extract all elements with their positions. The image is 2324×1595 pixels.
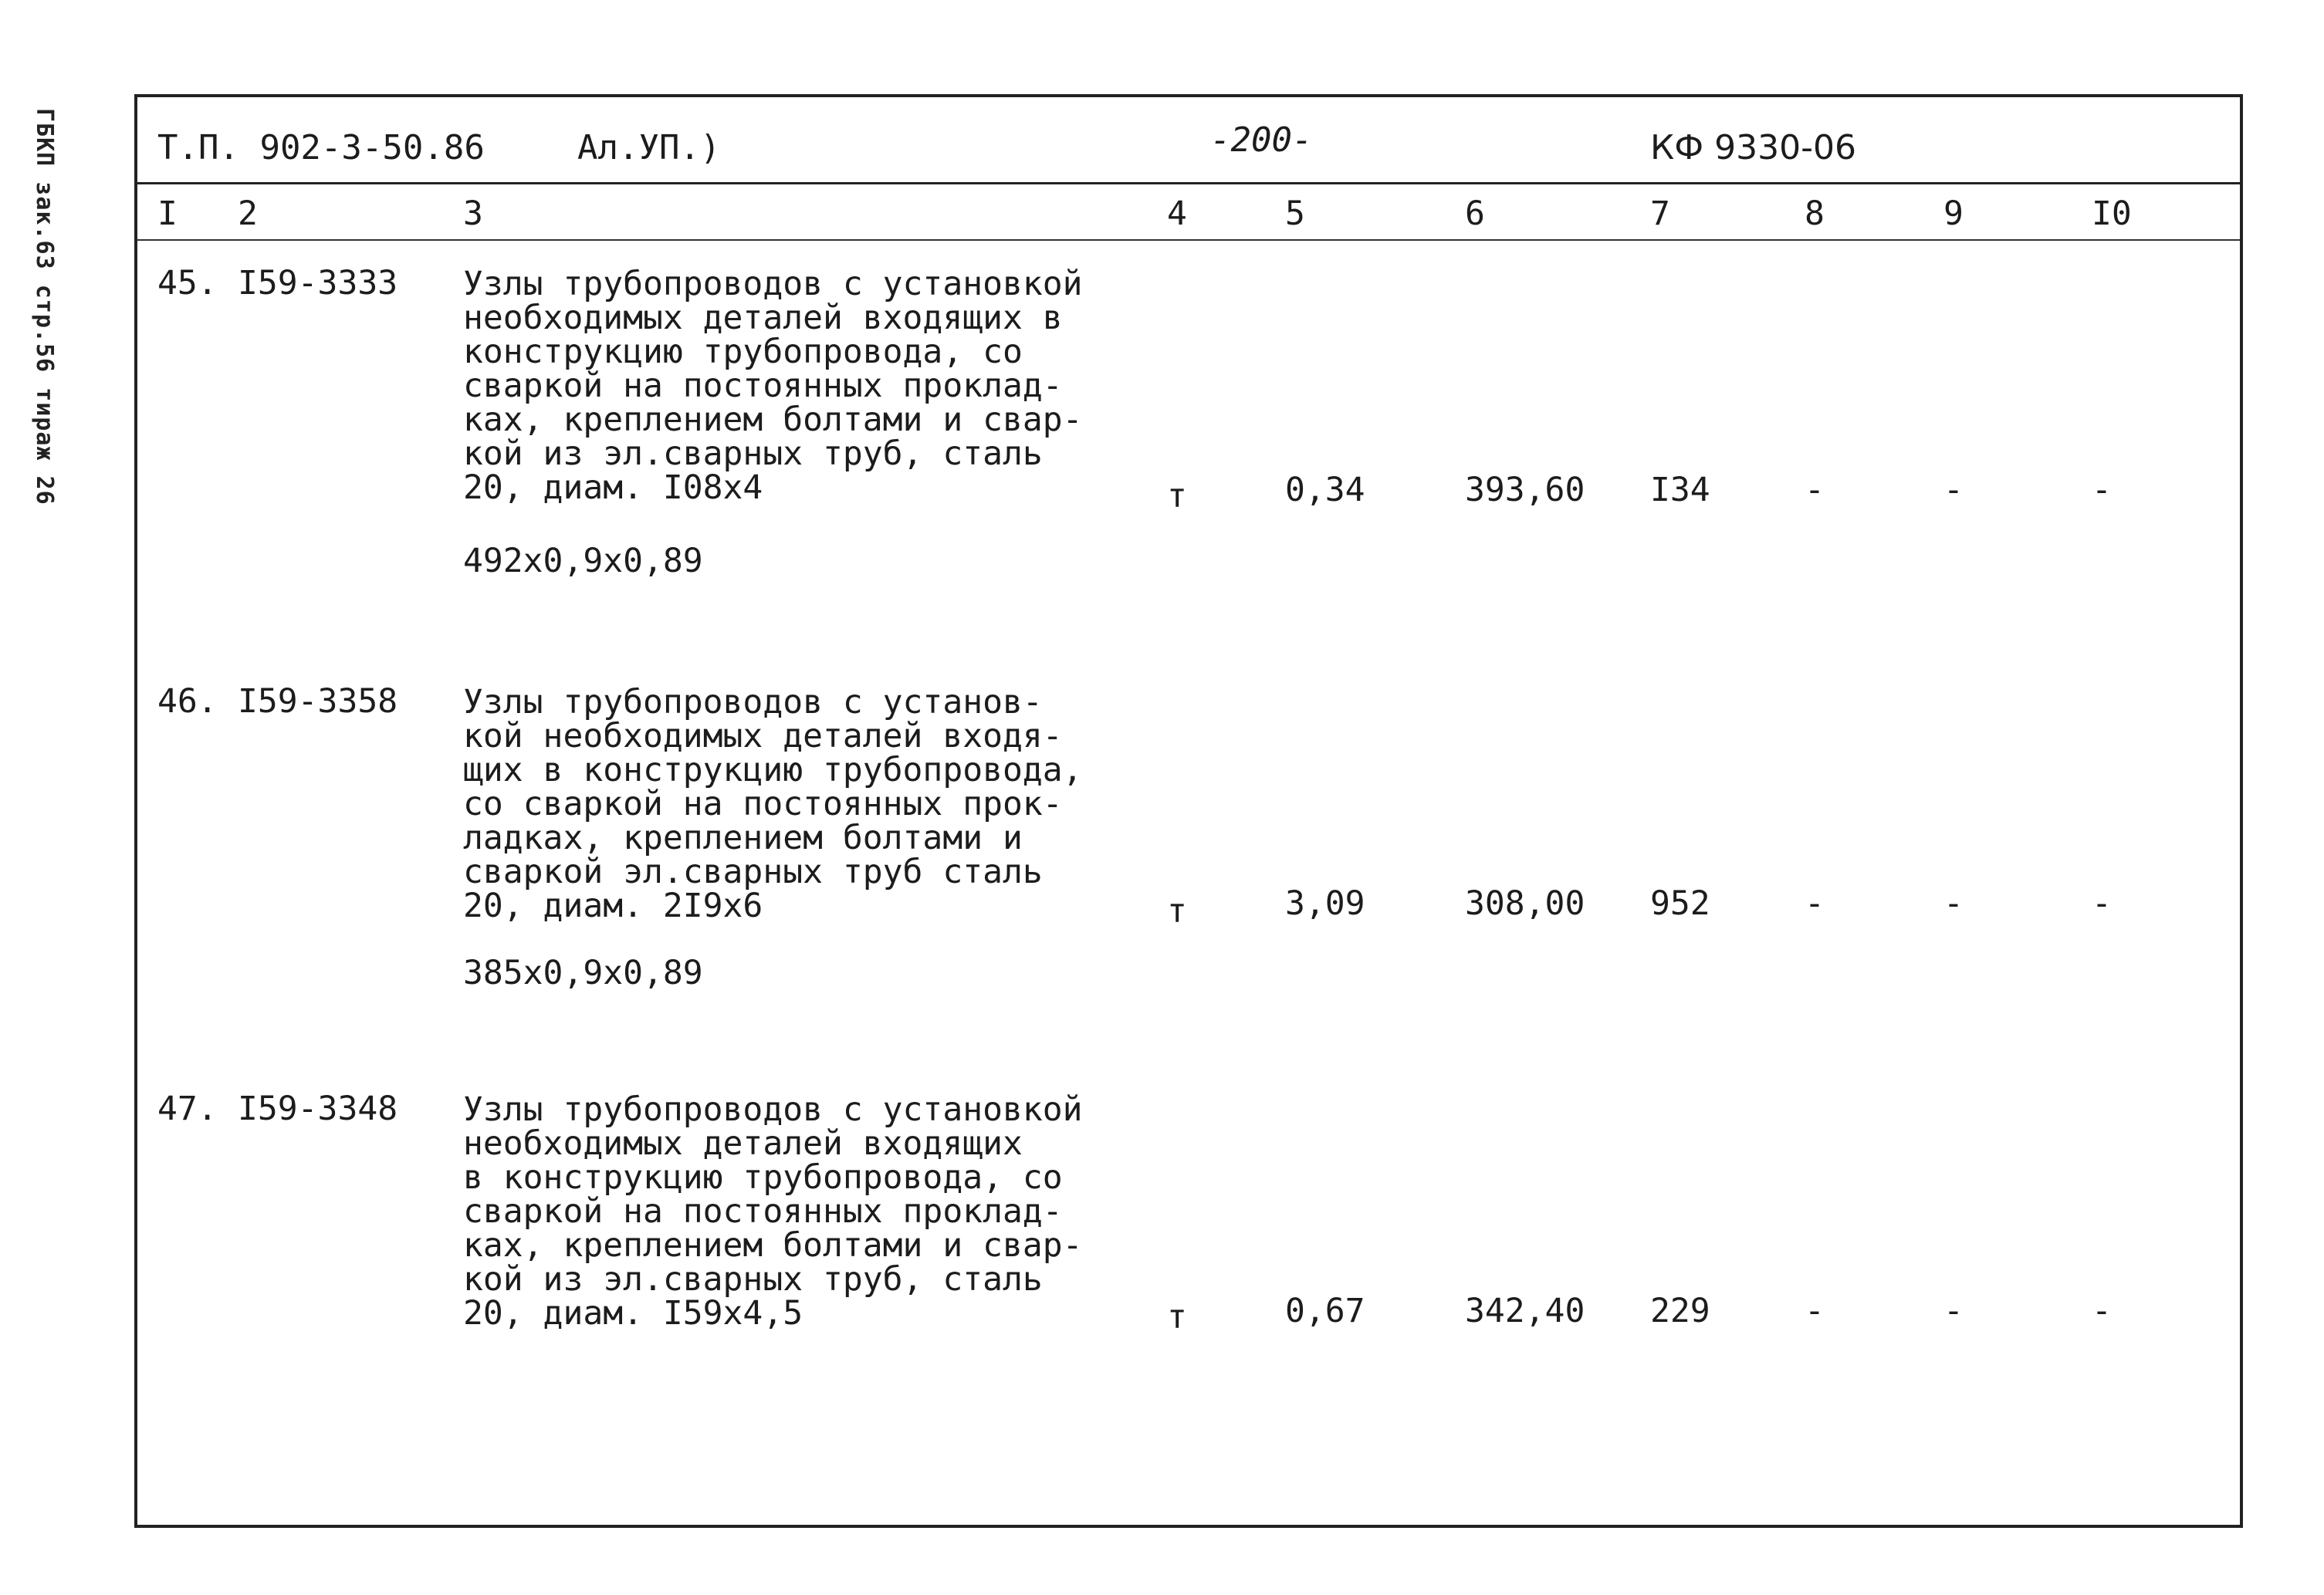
row-code: I59-3358 xyxy=(238,682,398,721)
row-total: 229 xyxy=(1650,1292,1710,1330)
row-unit: т xyxy=(1167,892,1187,931)
row-code: I59-3333 xyxy=(238,264,398,302)
row-total: I34 xyxy=(1650,471,1710,509)
album-reference: Ал.УП.) xyxy=(577,128,721,167)
row-unit: т xyxy=(1167,477,1187,515)
column-number-7: 7 xyxy=(1650,194,1670,233)
row-calculation: 492x0,9x0,89 xyxy=(463,542,703,580)
column-number-8: 8 xyxy=(1805,194,1825,233)
row-col8: - xyxy=(1805,884,1825,923)
row-col8: - xyxy=(1805,1292,1825,1330)
column-number-6: 6 xyxy=(1465,194,1485,233)
column-number-9: 9 xyxy=(1943,194,1964,233)
row-unit-price: 342,40 xyxy=(1465,1292,1585,1330)
row-number: 45. xyxy=(157,264,218,302)
row-description: Узлы трубопроводов с установкой необходимых деталей входящих в конструкцию трубопровода, со сваркой на постоянных проклад- ках, креплением болтами и свар- кой из эл.сварных труб, сталь 20, диам. I08x4 xyxy=(463,265,1083,507)
column-number-10: I0 xyxy=(2092,194,2132,233)
header-divider xyxy=(137,182,2240,184)
column-number-4: 4 xyxy=(1167,194,1187,233)
row-calculation: 385x0,9x0,89 xyxy=(463,954,703,992)
column-header-divider xyxy=(137,239,2240,241)
row-quantity: 0,67 xyxy=(1285,1292,1365,1330)
row-quantity: 0,34 xyxy=(1285,471,1365,509)
column-number-5: 5 xyxy=(1285,194,1305,233)
document-code: КФ 9330-06 xyxy=(1650,128,1856,167)
estimate-sheet xyxy=(134,94,2243,1528)
row-unit-price: 393,60 xyxy=(1465,471,1585,509)
row-number: 46. xyxy=(157,682,218,721)
row-col8: - xyxy=(1805,471,1825,509)
column-number-2: 2 xyxy=(238,194,258,233)
column-number-1: I xyxy=(157,194,178,233)
row-quantity: 3,09 xyxy=(1285,884,1365,923)
margin-note: ГБКП зак.63 стр.56 тираж 26 xyxy=(31,108,58,505)
page-number: -200- xyxy=(1210,120,1313,160)
row-col10: - xyxy=(2092,884,2112,923)
row-col10: - xyxy=(2092,1292,2112,1330)
row-col9: - xyxy=(1943,884,1964,923)
doc-reference: Т.П. 902-3-50.86 xyxy=(157,128,485,167)
row-unit: т xyxy=(1167,1298,1187,1336)
row-col9: - xyxy=(1943,471,1964,509)
column-number-3: 3 xyxy=(463,194,483,233)
row-unit-price: 308,00 xyxy=(1465,884,1585,923)
row-total: 952 xyxy=(1650,884,1710,923)
row-number: 47. xyxy=(157,1090,218,1128)
row-description: Узлы трубопроводов с установкой необходимых деталей входящих в конструкцию трубопровода, со сваркой на постоянных проклад- ках, креплением болтами и свар- кой из эл.сварных труб, сталь 20, диам. I59x4,5 xyxy=(463,1090,1083,1333)
row-code: I59-3348 xyxy=(238,1090,398,1128)
row-col10: - xyxy=(2092,471,2112,509)
row-col9: - xyxy=(1943,1292,1964,1330)
row-description: Узлы трубопроводов с установ- кой необходимых деталей входя- щих в конструкцию трубопровода, со сваркой на постоянных прок- ладках, креплением болтами и сваркой эл.сварных труб сталь 20, диам. 2I9x6 xyxy=(463,683,1083,925)
